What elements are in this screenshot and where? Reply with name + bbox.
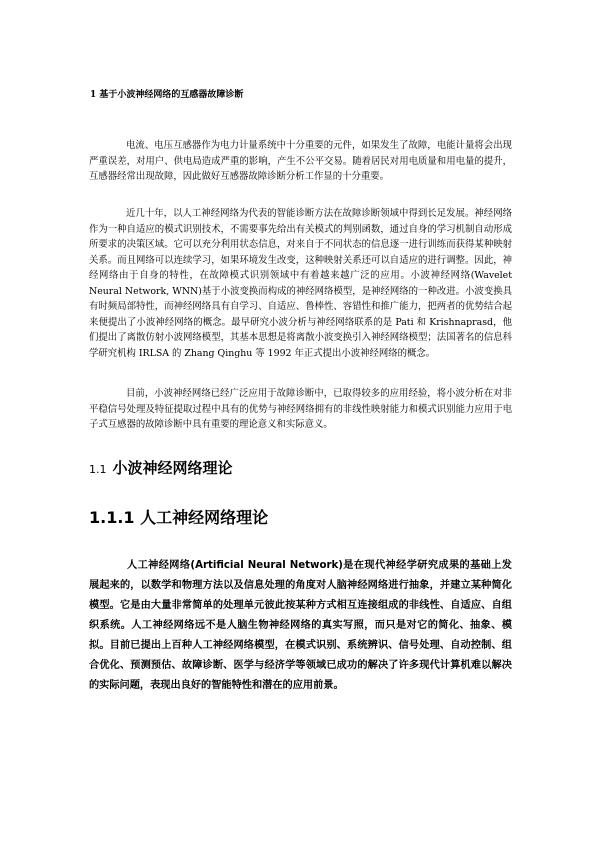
paragraph-ann-theory: 人工神经网络(Artificial Neural Network)是在现代神经学研究成果的基础上发展起来的，以数学和物理方法以及信息处理的角度对人脑神经网络进行抽象，并建立某种简化模型。它是由大量非常简单的处理单元彼此按某种方式相互连接组成的非线性、自适应、自组织系统。人工神经网络远不是人脑生物神经网络的真实写照，而只是对它的简化、抽象、模拟。目前已提出上百种人工神经网络模型，在模式识别、系统辨识、信号处理、自动控制、组合优化、预测预估、故障诊断、医学与经济学等领域已成功的解决了许多现代计算机难以解决的实际问题，表现出良好的智能特性和潜在的应用前景。 [89, 560, 512, 691]
section-number: 1.1 [89, 463, 107, 476]
chapter-title: 1 基于小波神经网络的互感器故障诊断 [90, 90, 244, 100]
paragraph-application: 目前，小波神经网络已经广泛应用于故障诊断中，已取得较多的应用经验，将小波分析在对非平稳信号处理及特征提取过程中具有的优势与神经网络拥有的非线性映射能力和模式识别能力应用于电子式互感器的故障诊断中具有重要的理论意义和实际意义。 [89, 388, 512, 430]
paragraph-neural-network-background: 近几十年，以人工神经网络为代表的智能诊断方法在故障诊断领域中得到长足发展。神经网络作为一种自适应的模式识别技术，不需要事先给出有关模式的判别函数，通过自身的学习机制自动形成所要求的决策区域。它可以充分利用状态信息，对来自于不同状态的信息逐一进行训练而获得某种映射关系。而且网络可以连续学习，如果环境发生改变，这种映射关系还可以自适应的进行调整。因此，神经网络由于自身的特性，在故障模式识别领域中有着越来越广泛的应用。小波神经网络(Wavelet Neural Network, WNN)基于小波变换而构成的神经网络模型，是神经网络的一种改进。小波变换具有时频局部特性，而神经网络具有自学习、自适应、鲁棒性、容错性和推广能力，把两者的优势结合起来便提出了小波神经网络的概念。最早研究小波分析与神经网络联系的是 Pati 和 Krishnaprasd，他们提出了离散仿射小波网络模型，其基本思想是将离散小波变换引入神经网络模型；法国著名的信息科学研究机构 IRLSA 的 Zhang Qinghu 等 1992 年正式提出小波神经网络的概念。 [89, 208, 512, 359]
section-heading [89, 458, 233, 480]
subsection-heading: 1.1.1 人工神经网络理论 [89, 508, 269, 527]
paragraph-intro: 电流、电压互感器作为电力计量系统中十分重要的元件，如果发生了故障，电能计量将会出现严重误差，对用户、供电局造成严重的影响，产生不公平交易。随着居民对用电质量和用电量的提升，互感器经常出现故障，因此做好互感器故障诊断分析工作显的十分重要。 [89, 140, 512, 182]
section-title: 小波神经网络理论 [112, 459, 233, 477]
